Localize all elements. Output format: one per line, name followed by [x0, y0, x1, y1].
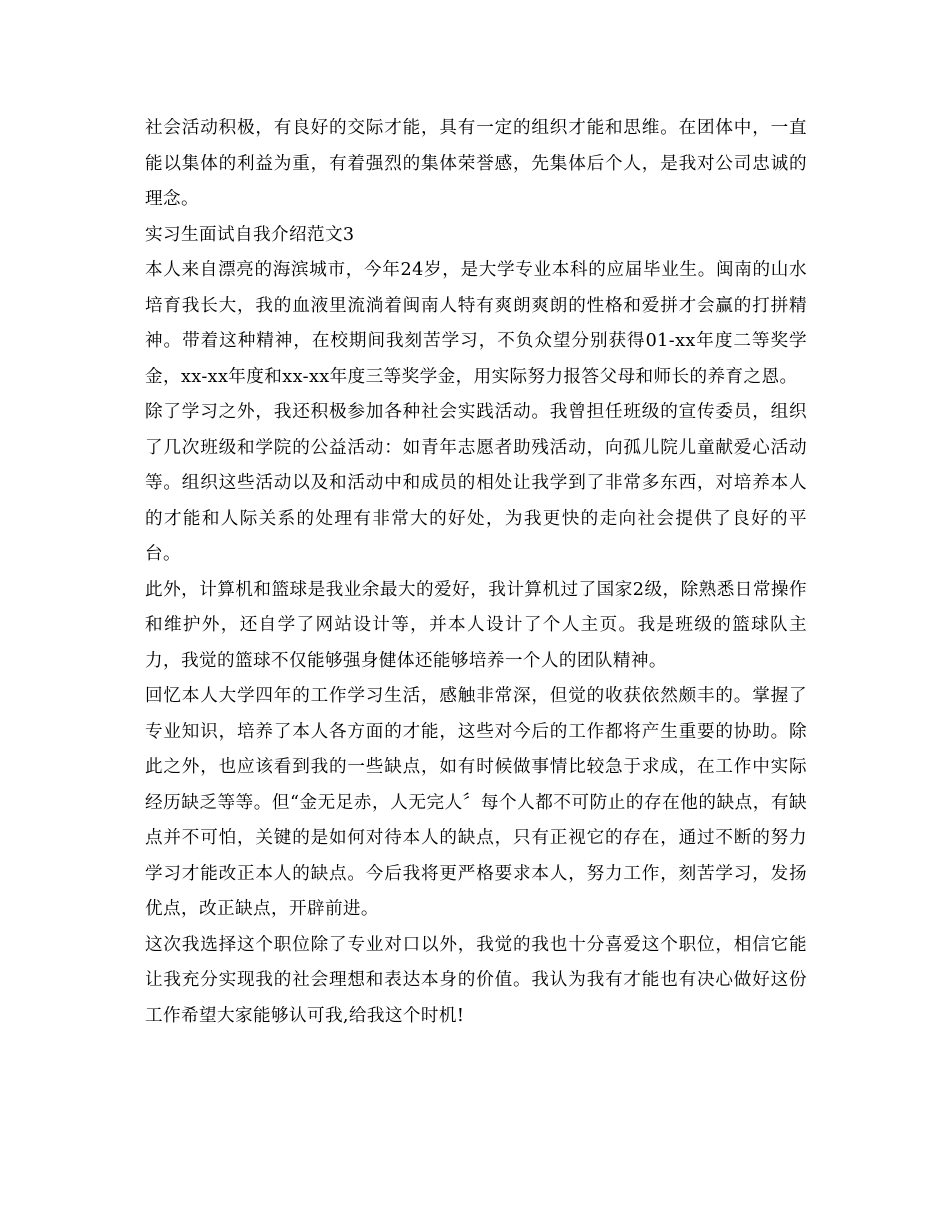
paragraph-organization-skills: 社会活动积极，有良好的交际才能，具有一定的组织才能和思维。在团体中，一直能以集体的利益为重，有着强烈的集体荣誉感，先集体后个人，是我对公司忠诚的理念。: [145, 118, 807, 209]
document-body: [145, 111, 807, 1034]
paragraph-social-activities: 除了学习之外，我还积极参加各种社会实践活动。我曾担任班级的宣传委员，组织了几次班级和学院的公益活动：如青年志愿者助残活动，向孤儿院儿童献爱心活动等。组织这些活动以及和活动中和成员的相处让我学到了非常多东西，对培养本人的才能和人际关系的处理有非常大的好处，为我更快的走向社会提供了良好的平台。: [145, 402, 807, 564]
paragraph-reflection: 回忆本人大学四年的工作学习生活，感触非常深，但觉的收获依然颇丰的。掌握了专业知识，培养了本人各方面的才能，这些对今后的工作都将产生重要的协助。除此之外，也应该看到我的一些缺点，如有时候做事情比较急于求成，在工作中实际经历缺乏等等。但“金无足赤，人无完人〞每个人都不可防止的存在他的缺点，有缺点并不可怕，关键的是如何对待本人的缺点，只有正视它的存在，通过不断的努力学习才能改正本人的缺点。今后我将更严格要求本人，努力工作，刻苦学习，发扬优点，改正缺点，开辟前进。: [145, 686, 807, 919]
paragraph-background: 本人来自漂亮的海滨城市，今年24岁，是大学专业本科的应届毕业生。闽南的山水培育我长大，我的血液里流淌着闽南人特有爽朗爽朗的性格和爱拼才会赢的打拼精神。带着这种精神，在校期间我刻苦学习，不负众望分别获得01-xx年度二等奖学金，xx-xx年度和xx-xx年度三等奖学金，用实际努力报答父母和师长的养育之恩。: [145, 260, 807, 387]
paragraph-hobbies: 此外，计算机和篮球是我业余最大的爱好，我计算机过了国家2级，除熟悉日常操作和维护外，还自学了网站设计等，并本人设计了个人主页。我是班级的篮球队主力，我觉的篮球不仅能够强身健体还能够培养一个人的团队精神。: [145, 579, 807, 671]
paragraph-conclusion: 这次我选择这个职位除了专业对口以外，我觉的我也十分喜爱这个职位，相信它能让我充分实现我的社会理想和表达本身的价值。我认为我有才能也有决心做好这份工作希望大家能够认可我,给我这个时机!: [145, 934, 807, 1026]
section-heading: 实习生面试自我介绍范文3: [145, 224, 355, 245]
